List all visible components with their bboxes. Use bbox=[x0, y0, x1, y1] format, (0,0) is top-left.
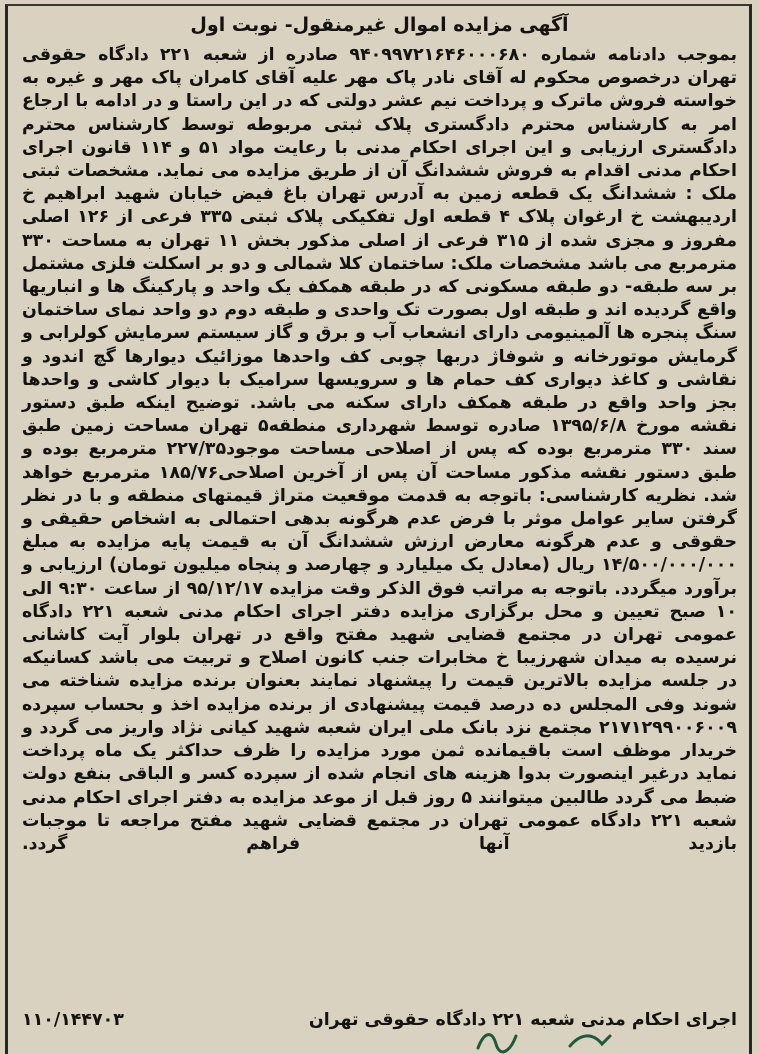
notice-signature: اجرای احکام مدنی شعبه ۲۲۱ دادگاه حقوقی تهران bbox=[308, 1010, 737, 1030]
notice-footer bbox=[22, 1010, 737, 1030]
notice-title: آگهی مزایده اموال غیرمنقول- نوبت اول bbox=[190, 14, 569, 36]
notice-reference-number: ۱۱۰/۱۴۴۷۰۳ bbox=[22, 1010, 124, 1030]
handwritten-pen-mark bbox=[470, 1022, 620, 1054]
notice-body bbox=[22, 44, 737, 856]
notice-body-text: بموجب دادنامه شماره ۹۴۰۹۹۷۲۱۶۴۶۰۰۰۶۸۰ صادره از شعبه ۲۲۱ دادگاه حقوقی تهران درخصوص محکوم له آقای نادر پاک مهر علیه آقای کامران پاک مهر و غیره به خواسته فروش ماترک و پرداخت نیم عشر دولتی که در این راستا و در ادامه با ارجاع امر به کارشناس محترم دادگستری پلاک ثبتی مربوطه توسط کارشناس محترم دادگستری ارزیابی و این اجرای احکام مدنی با رعایت مواد ۵۱ و ۱۱۴ قانون اجرای احکام مدنی اقدام به فروش ششدانگ آن از طریق مزایده می نماید. مشخصات ثبتی ملک : ششدانگ یک قطعه زمین به آدرس تهران باغ فیض خیابان شهید ابراهیم خ اردیبهشت خ ارغوان پلاک ۴ قطعه اول تفکیکی پلاک ثبتی ۳۳۵ فرعی از ۱۲۶ اصلی مفروز و مجزی شده از ۳۱۵ فرعی از اصلی مذکور بخش ۱۱ تهران به مساحت ۳۳۰ مترمربع می باشد مشخصات ملک: ساختمان کلا شمالی و دو بر اسکلت فلزی مشتمل بر سه طبقه- دو طبقه مسکونی که در طبقه همکف یک واحد و پارکینگ ها و انباریها واقع گردیده اند و طبقه اول بصورت تک واحدی و طبقه دوم دو واحد نمای ساختمان سنگ پنجره ها آلمینیومی دارای انشعاب آب و برق و گاز سیستم سرمایش کولرابی و گرمایش موتورخانه و شوفاژ دربها چوبی کف واحدها موزائیک دیوارها گچ اندود و نقاشی و کاغذ دیواری کف حمام ها و سرویسها سرامیک با دیوار کاشی و واحدها بجز واحد واقع در طبقه همکف دارای سکنه می باشد. توضیح اینکه طبق دستور نقشه مورخ ۱۳۹۵/۶/۸ صادره توسط شهرداری منطقه۵ تهران مساحت زمین طبق سند ۳۳۰ مترمربع بوده که پس از اصلاحی مساحت موجود۲۲۷/۳۵ مترمربع بوده و طبق دستور نقشه مذکور مساحت آن پس از آخرین اصلاحی۱۸۵/۷۶ مترمربع خواهد شد. نظریه کارشناسی: باتوجه به قدمت موقعیت متراژ قیمتهای منطقه و با در نظر گرفتن سایر عوامل موثر با فرض عدم هرگونه بدهی احتمالی به اشخاص حقیقی و حقوقی و عدم هرگونه معارض ارزش ششدانگ آن به قیمت پایه مزایده به مبلغ ۱۴/۵۰۰/۰۰۰/۰۰۰ ریال (معادل یک میلیارد و چهارصد و پنجاه میلیون تومان) ارزیابی و برآورد میگردد. باتوجه به مراتب فوق الذکر وقت مزایده ۹۵/۱۲/۱۷ از ساعت ۹:۳۰ الی ۱۰ صبح تعیین و محل برگزاری مزایده دفتر اجرای احکام مدنی شعبه ۲۲۱ دادگاه عمومی تهران در مجتمع قضایی شهید مفتح واقع در تهران بلوار آیت کاشانی نرسیده به میدان شهرزیبا خ مخابرات جنب کانون اصلاح و تربیت می باشد کسانیکه در جلسه مزایده بالاترین قیمت را پیشنهاد نمایند بعنوان برنده مزایده شناخته می شوند وفی المجلس ده درصد قیمت پیشنهادی از برنده مزایده اخذ و بحساب سپرده ۲۱۷۱۲۹۹۰۰۶۰۰۹ مجتمع نزد بانک ملی ایران شعبه شهید کیانی نژاد واریز می گردد و خریدار موظف است باقیمانده ثمن مورد مزایده را ظرف حداکثر یک ماه پرداخت نماید درغیر اینصورت بدوا هزینه های انجام شده از سپرده کسر و الباقی بنفع دولت ضبط می گردد طالبین میتوانند ۵ روز قبل از موعد مزایده به دفتر اجرای احکام مدنی شعبه ۲۲۱ دادگاه عمومی تهران در مجتمع قضایی شهید مفتح مراجعه تا موجبات بازدید آنها فراهم گردد. bbox=[22, 45, 738, 854]
